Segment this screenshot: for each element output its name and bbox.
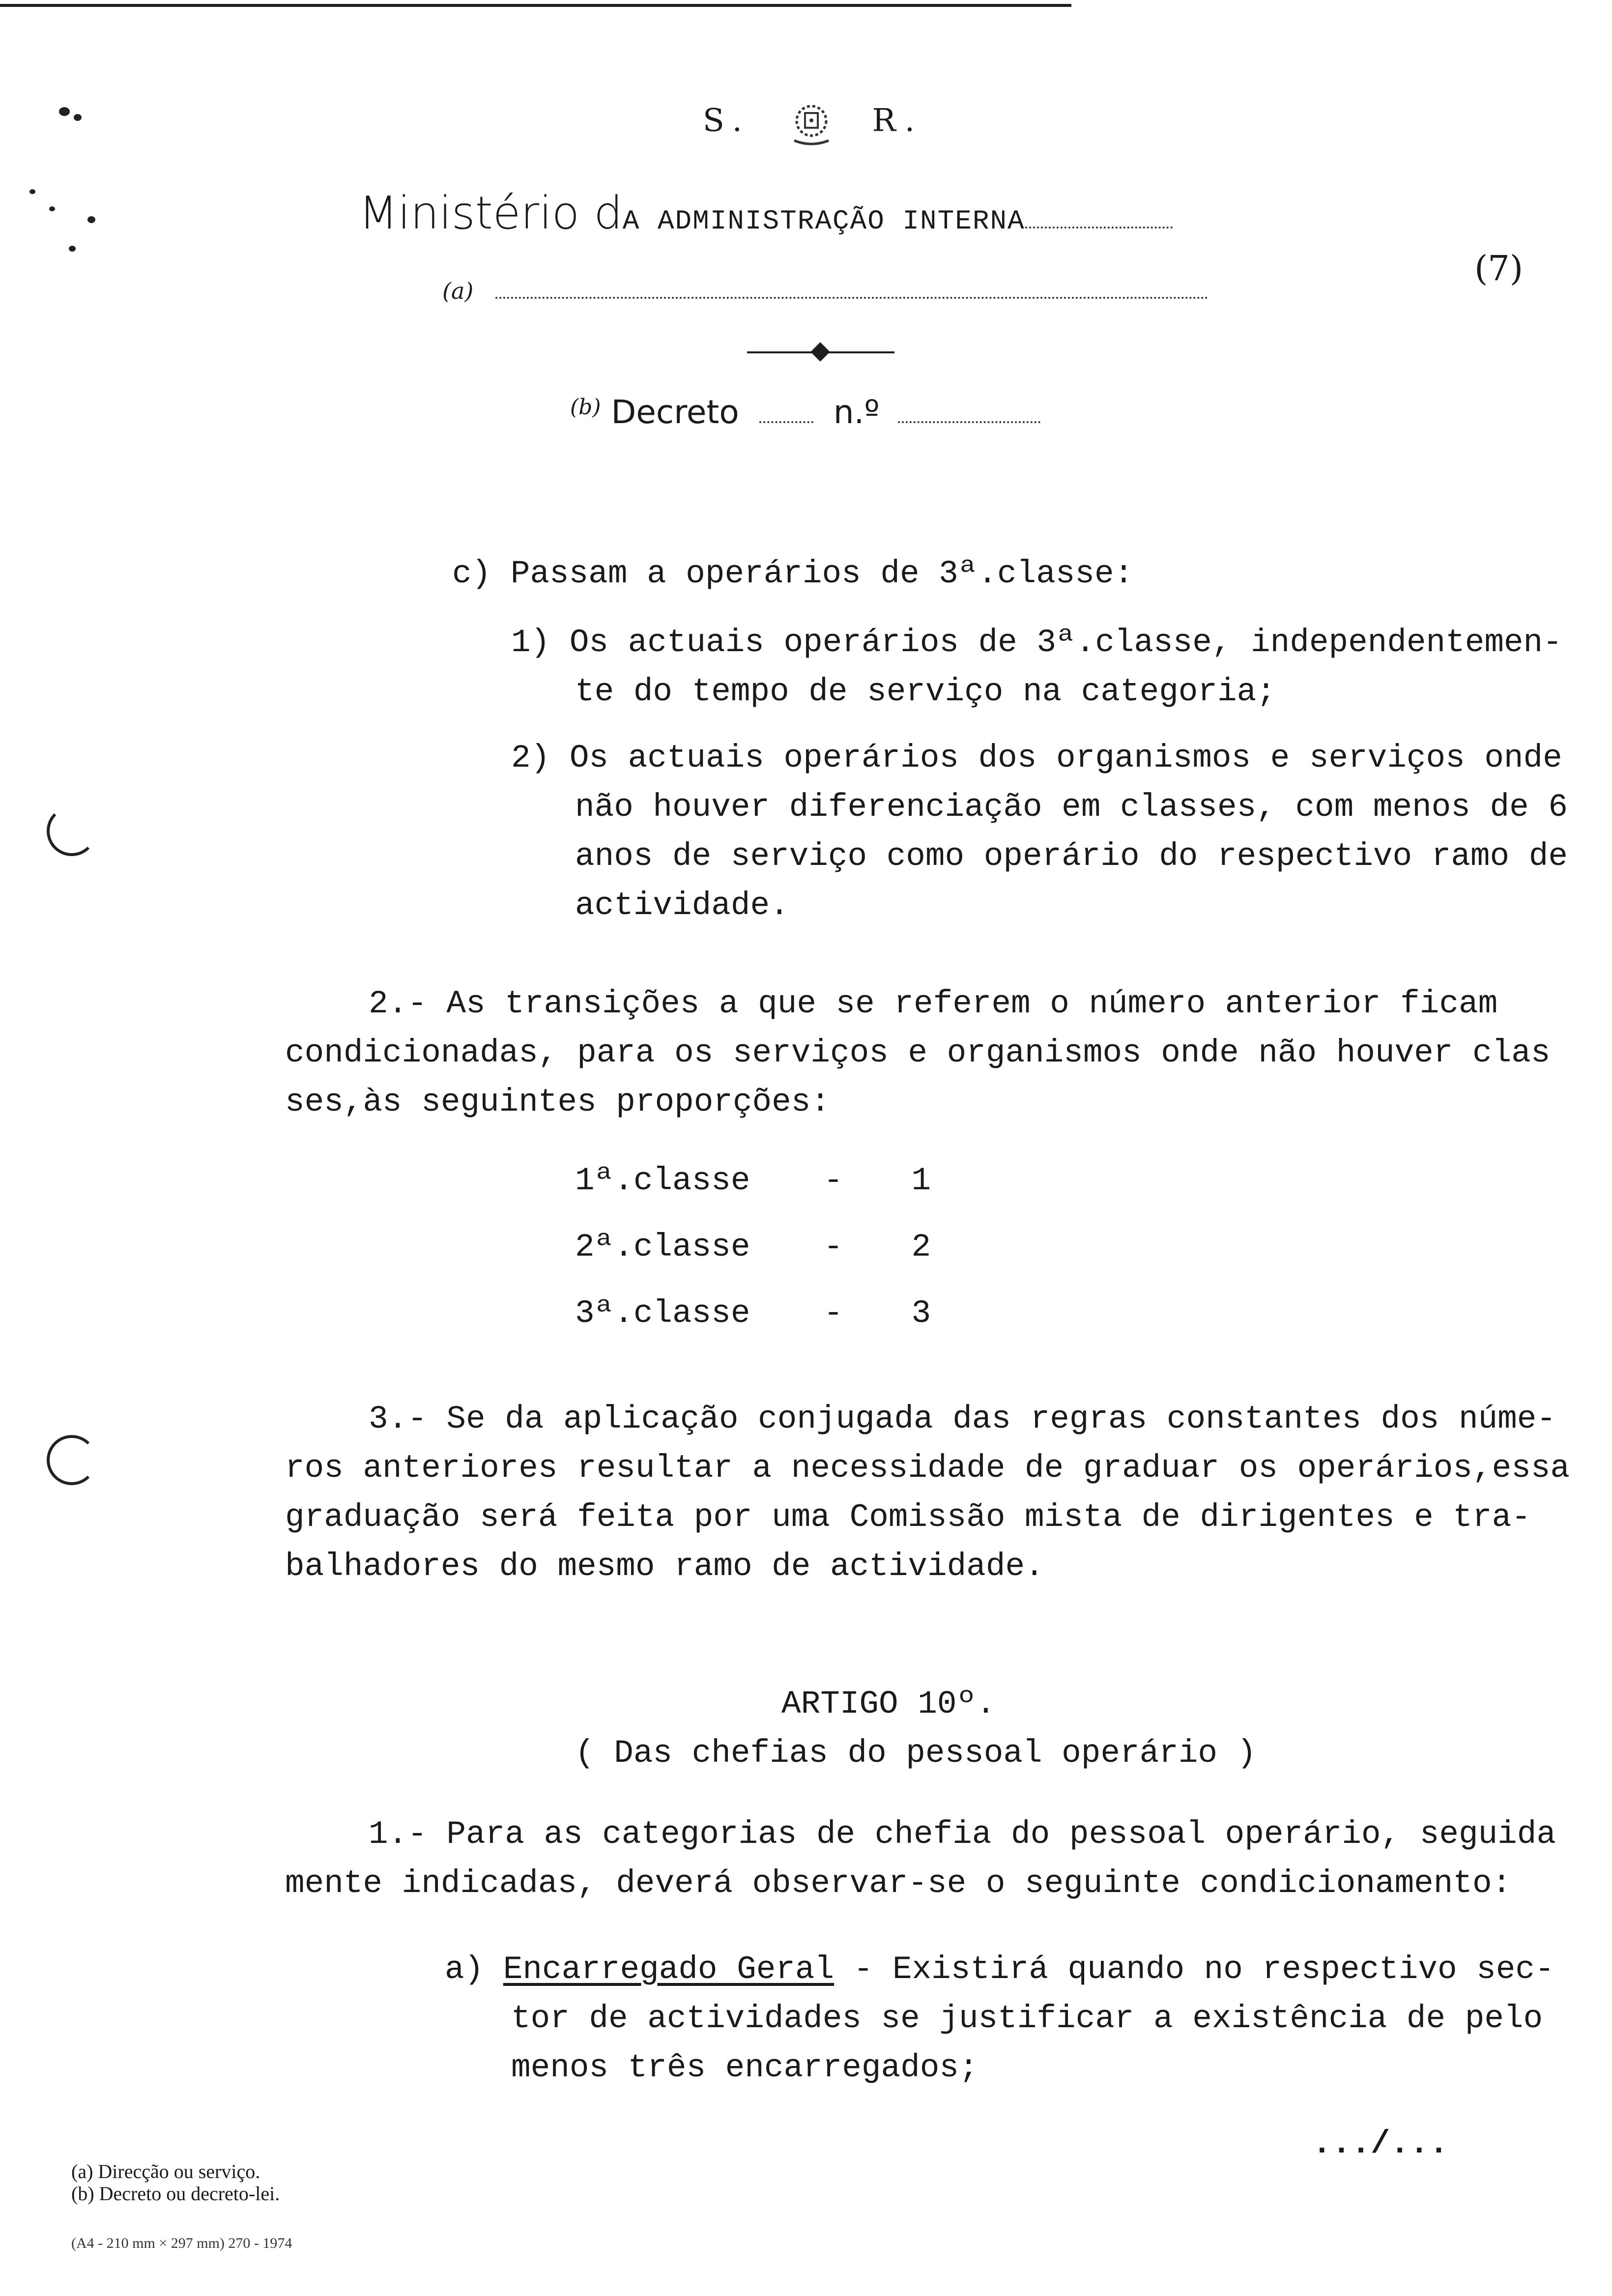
- top-border-line: [0, 4, 1071, 7]
- seal-letter-left: S.: [703, 102, 751, 139]
- para-3-line4: balhadores do mesmo ramo de actividade.: [285, 1548, 1044, 1585]
- para-3-line3: graduação será feita por uma Comissão mista de dirigentes e tra-: [285, 1499, 1531, 1536]
- margin-speck: [49, 206, 55, 211]
- divider-diamond-icon: [810, 342, 830, 362]
- item-a-prefix: a): [445, 1951, 484, 1988]
- ministry-fill-line: [1025, 227, 1173, 229]
- seal-letter-right: R.: [872, 102, 924, 139]
- punch-hole-top: [47, 806, 97, 856]
- item-a-line1: [445, 1953, 1554, 1986]
- form-reference: (A4 - 210 mm × 297 mm) 270 - 1974: [71, 2235, 292, 2251]
- article-title: ARTIGO 10º.: [781, 1686, 996, 1722]
- article-subtitle: ( Das chefias do pessoal operário ): [575, 1735, 1257, 1772]
- item-a-rest: - Existirá quando no respectivo sec-: [834, 1951, 1554, 1988]
- item-a-term: Encarregado Geral: [503, 1951, 835, 1988]
- margin-speck: [29, 189, 35, 194]
- decree-number-fill: [898, 421, 1040, 423]
- page-number: (7): [1474, 248, 1524, 288]
- decree-marker: (b): [570, 395, 601, 420]
- direction-fill-line: [495, 297, 1208, 299]
- ministry-heading: [359, 187, 1173, 239]
- decree-type-fill: [759, 421, 813, 423]
- proportion-dash: -: [823, 1162, 843, 1199]
- item-c2-line1: 2) Os actuais operários dos organismos e serviços onde: [511, 740, 1562, 776]
- footnote-b: (b) Decreto ou decreto-lei.: [71, 2182, 280, 2205]
- item-c2-line3: anos de serviço como operário do respectivo ramo de: [575, 838, 1568, 875]
- direction-marker: (a): [442, 278, 474, 304]
- margin-speck: [69, 246, 76, 252]
- proportion-label: 3ª.classe: [575, 1295, 750, 1332]
- article-para-1-line1: 1.- Para as categorias de chefia do pessoal operário, seguida: [369, 1816, 1556, 1853]
- item-a-line2: tor de actividades se justificar a existência de pelo: [511, 2000, 1543, 2037]
- proportion-row: [575, 1297, 931, 1330]
- item-c1-line2: te do tempo de serviço na categoria;: [575, 673, 1276, 710]
- proportion-value: 3: [911, 1295, 931, 1332]
- para-2-line1: 2.- As transições a que se referem o número anterior ficam: [369, 985, 1498, 1022]
- item-c-heading: c) Passam a operários de 3ª.classe:: [452, 555, 1134, 592]
- punch-hole-bottom: [47, 1435, 97, 1485]
- margin-speck: [74, 114, 82, 121]
- proportion-row: [575, 1162, 931, 1199]
- decree-number-label: n.º: [833, 393, 880, 431]
- ministry-prefix: Ministério d: [359, 187, 623, 239]
- republic-seal: [703, 98, 923, 147]
- ministry-name: A ADMINISTRAÇÃO INTERNA: [622, 205, 1025, 237]
- item-c1-line1: 1) Os actuais operários de 3ª.classe, independentemen-: [511, 624, 1562, 661]
- item-a-line3: menos três encarregados;: [511, 2049, 979, 2086]
- item-c2-line2: não houver diferenciação em classes, com menos de 6: [575, 789, 1568, 826]
- footnote-a: (a) Direcção ou serviço.: [71, 2160, 260, 2182]
- item-c2-line4: actividade.: [575, 887, 789, 924]
- continuation-mark: .../...: [1312, 2125, 1449, 2162]
- article-para-1-line2: mente indicadas, deverá observar-se o seguinte condicionamento:: [285, 1865, 1512, 1902]
- para-3-line1: 3.- Se da aplicação conjugada das regras constantes dos núme-: [369, 1401, 1556, 1437]
- decree-word: Decreto: [611, 393, 739, 431]
- margin-speck: [59, 107, 70, 116]
- proportion-row: [575, 1231, 931, 1263]
- margin-speck: [87, 216, 95, 223]
- proportion-value: 1: [911, 1162, 931, 1199]
- proportion-dash: -: [823, 1295, 843, 1332]
- proportion-label: 1ª.classe: [575, 1162, 750, 1199]
- para-2-line2: condicionadas, para os serviços e organismos onde não houver clas: [285, 1034, 1551, 1071]
- para-2-line3: ses,às seguintes proporções:: [285, 1084, 830, 1120]
- coat-of-arms-icon: [784, 98, 838, 147]
- direction-line: [442, 278, 1208, 304]
- para-3-line2: ros anteriores resultar a necessidade de graduar os operários,essa: [285, 1450, 1570, 1487]
- proportion-dash: -: [823, 1229, 843, 1265]
- decree-line: [570, 393, 1040, 431]
- proportion-label: 2ª.classe: [575, 1229, 750, 1265]
- proportion-value: 2: [911, 1229, 931, 1265]
